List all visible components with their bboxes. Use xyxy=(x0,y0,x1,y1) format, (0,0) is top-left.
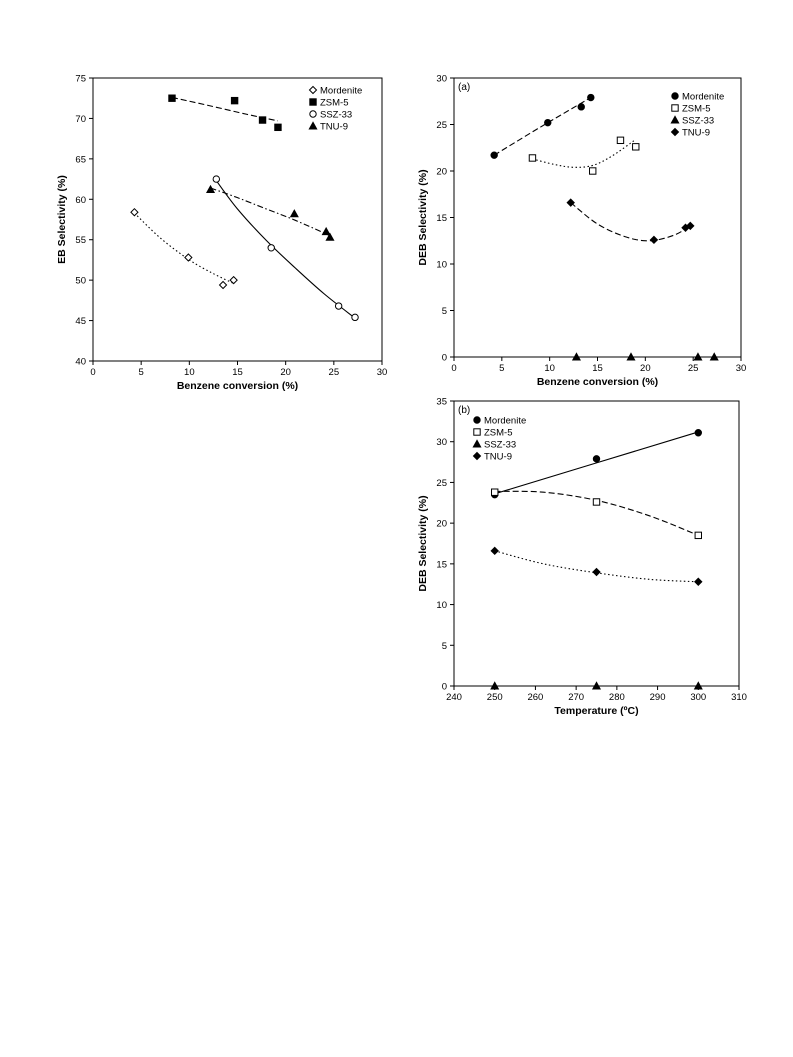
data-point-mordenite xyxy=(131,209,138,216)
x-tick-label: 10 xyxy=(184,367,195,378)
y-tick-label: 0 xyxy=(441,681,447,693)
data-point-zsm-5 xyxy=(590,168,596,174)
x-tick-label: 240 xyxy=(446,692,462,703)
x-axis-title: Benzene conversion (%) xyxy=(176,380,299,392)
legend-entry: Mordenite xyxy=(484,415,527,427)
legend-marker-zsm-5 xyxy=(474,429,480,435)
y-tick-label: 15 xyxy=(436,559,447,571)
y-tick-label: 30 xyxy=(436,437,447,449)
data-point-zsm-5 xyxy=(633,144,639,150)
data-point-zsm-5 xyxy=(617,137,623,143)
x-tick-label: 280 xyxy=(608,692,625,703)
fit-line-mordenite xyxy=(134,213,233,283)
y-tick-label: 10 xyxy=(436,600,447,612)
data-point-mordenite xyxy=(588,94,594,100)
data-point-mordenite xyxy=(185,254,192,261)
x-tick-label: 0 xyxy=(451,363,457,374)
x-tick-label: 25 xyxy=(687,363,699,374)
data-point-tnu-9 xyxy=(491,547,498,554)
legend-marker-ssz-33 xyxy=(473,440,480,447)
y-tick-label: 10 xyxy=(436,259,447,271)
x-tick-label: 260 xyxy=(527,692,544,703)
legend-entry: Mordenite xyxy=(320,85,363,97)
data-point-tnu-9 xyxy=(593,568,600,575)
x-tick-label: 310 xyxy=(731,692,747,703)
data-point-zsm-5 xyxy=(492,489,498,495)
x-tick-label: 290 xyxy=(649,692,666,703)
data-point-mordenite xyxy=(220,281,227,288)
legend-marker-mordenite xyxy=(309,86,316,93)
y-tick-label: 5 xyxy=(441,640,447,652)
x-axis-title: Benzene conversion (%) xyxy=(536,376,659,388)
legend-entry: TNU-9 xyxy=(320,121,348,133)
data-point-ssz-33 xyxy=(213,176,219,182)
fit-line-tnu-9 xyxy=(211,188,330,236)
x-tick-label: 300 xyxy=(690,692,707,703)
legend-marker-ssz-33 xyxy=(671,116,678,123)
data-point-zsm-5 xyxy=(169,95,175,101)
legend-entry: ZSM-5 xyxy=(682,103,711,115)
legend xyxy=(309,86,362,133)
data-point-mordenite xyxy=(578,104,584,110)
legend-marker-tnu-9 xyxy=(671,128,678,135)
data-point-mordenite xyxy=(491,152,497,158)
y-axis-title: EB Selectivity (%) xyxy=(56,175,68,264)
x-tick-label: 20 xyxy=(280,367,291,378)
x-tick-label: 20 xyxy=(640,363,651,374)
data-point-zsm-5 xyxy=(529,155,535,161)
legend-entry: Mordenite xyxy=(682,91,725,103)
x-tick-label: 250 xyxy=(486,692,503,703)
y-tick-label: 30 xyxy=(436,73,447,85)
legend-marker-tnu-9 xyxy=(309,122,316,129)
y-tick-label: 65 xyxy=(75,154,86,166)
y-tick-label: 20 xyxy=(436,166,447,178)
data-point-mordenite xyxy=(230,277,237,284)
legend-entry: ZSM-5 xyxy=(320,97,349,109)
y-tick-label: 70 xyxy=(75,113,86,125)
legend-entry: SSZ-33 xyxy=(484,439,517,451)
y-tick-label: 5 xyxy=(441,306,447,317)
legend-marker-mordenite xyxy=(474,417,480,423)
y-tick-label: 25 xyxy=(436,120,447,131)
y-tick-label: 60 xyxy=(75,194,86,206)
y-tick-label: 0 xyxy=(441,352,447,364)
legend-marker-tnu-9 xyxy=(473,452,480,459)
y-tick-label: 40 xyxy=(75,356,86,368)
data-point-mordenite xyxy=(545,119,551,125)
y-axis-title: DEB Selectivity (%) xyxy=(417,169,429,266)
data-point-tnu-9 xyxy=(650,236,657,243)
y-tick-label: 15 xyxy=(436,213,447,224)
x-tick-label: 25 xyxy=(328,367,340,378)
y-tick-label: 20 xyxy=(436,518,447,530)
x-tick-label: 30 xyxy=(376,367,388,378)
y-tick-label: 35 xyxy=(436,396,447,408)
fit-line-zsm-5 xyxy=(495,491,699,535)
data-point-mordenite xyxy=(695,430,701,436)
fit-line-tnu-9 xyxy=(571,203,691,241)
legend-entry: SSZ-33 xyxy=(320,109,353,121)
data-point-ssz-33 xyxy=(268,245,274,251)
fit-line-mordenite xyxy=(495,432,699,494)
x-tick-label: 5 xyxy=(138,367,144,378)
legend-entry: ZSM-5 xyxy=(484,427,513,439)
panel-label: (b) xyxy=(458,405,471,416)
x-tick-label: 30 xyxy=(735,363,747,374)
data-point-zsm-5 xyxy=(259,117,265,123)
data-point-ssz-33 xyxy=(335,303,341,309)
data-point-zsm-5 xyxy=(593,499,599,505)
legend xyxy=(473,416,526,463)
x-tick-label: 270 xyxy=(568,692,585,703)
data-point-tnu-9 xyxy=(291,210,298,217)
data-point-ssz-33 xyxy=(352,314,358,320)
panel-label: (a) xyxy=(458,82,471,93)
x-axis-title: Temperature (ºC) xyxy=(554,705,639,717)
y-tick-label: 55 xyxy=(75,235,86,247)
legend-marker-zsm-5 xyxy=(672,105,678,111)
legend-entry: SSZ-33 xyxy=(682,115,715,127)
legend-marker-zsm-5 xyxy=(310,99,316,105)
fit-line-tnu-9 xyxy=(495,551,699,582)
x-tick-label: 15 xyxy=(232,367,243,378)
y-tick-label: 25 xyxy=(436,477,447,489)
y-axis-title: DEB Selectivity (%) xyxy=(417,495,429,592)
y-tick-label: 75 xyxy=(75,73,86,85)
data-point-zsm-5 xyxy=(695,532,701,538)
x-tick-label: 5 xyxy=(499,363,505,374)
y-tick-label: 45 xyxy=(75,316,86,328)
legend-entry: TNU-9 xyxy=(484,451,512,463)
legend-marker-ssz-33 xyxy=(310,111,316,117)
data-point-tnu-9 xyxy=(322,228,329,235)
fit-line-ssz-33 xyxy=(216,181,355,318)
legend xyxy=(671,92,724,139)
data-point-zsm-5 xyxy=(231,97,237,103)
data-point-mordenite xyxy=(593,456,599,462)
fit-line-mordenite xyxy=(494,98,591,156)
data-point-zsm-5 xyxy=(275,124,281,130)
x-tick-label: 10 xyxy=(544,363,555,374)
legend-entry: TNU-9 xyxy=(682,127,710,139)
x-tick-label: 0 xyxy=(90,367,96,378)
y-tick-label: 50 xyxy=(75,275,86,287)
chart-panel-1 xyxy=(56,74,387,393)
x-tick-label: 15 xyxy=(592,363,603,374)
chart-panel-3 xyxy=(417,397,747,718)
data-point-tnu-9 xyxy=(695,578,702,585)
chart-panel-2 xyxy=(417,74,746,389)
legend-marker-mordenite xyxy=(672,93,678,99)
